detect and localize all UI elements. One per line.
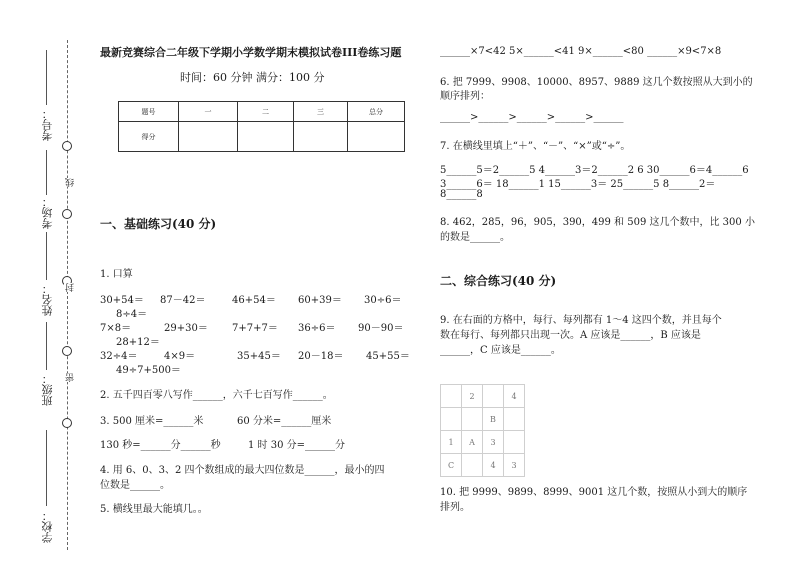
- grid-row: [441, 385, 525, 408]
- binding-circle: [62, 141, 72, 151]
- question-6-line-1: 6. 把 7999、9908、10000、8957、9889 这几个数按照从大到小的: [440, 77, 753, 88]
- question-8-line-2: 的数是______。: [440, 232, 510, 243]
- question-3a-right: 60 分米=______厘米: [237, 416, 332, 427]
- score-table-header: 二: [238, 102, 294, 122]
- question-4-line-2: 位数是______。: [100, 480, 170, 491]
- binding-label-school: 学校：: [41, 510, 54, 543]
- mental-math-item: 32÷4＝: [100, 351, 138, 362]
- grid-cell: 4: [483, 454, 504, 477]
- binding-label-class: 班级：: [41, 373, 54, 406]
- mental-math-item: 35+45＝: [237, 351, 281, 362]
- mental-math-item: 46+54＝: [232, 295, 276, 306]
- binding-circle: [62, 418, 72, 428]
- score-table-row: [119, 122, 405, 152]
- score-cell[interactable]: [179, 122, 238, 152]
- grid-cell: C: [441, 454, 462, 477]
- binding-label-exam-number: 考号：: [41, 108, 54, 141]
- question-10-line-2: 排列。: [440, 502, 470, 513]
- grid-cell: [462, 408, 483, 431]
- mental-math-item: 90－90＝: [358, 323, 404, 334]
- mental-math-item: 30+54＝: [100, 295, 144, 306]
- binding-line: [46, 322, 47, 370]
- grid-cell: 1: [441, 431, 462, 454]
- question-5-continued: ______×7<42 5×______<41 9×______<80 ______×9<7×8: [440, 46, 722, 57]
- binding-label-exam-room: 考场：: [41, 196, 54, 229]
- mental-math-item: 7+7+7＝: [232, 323, 278, 334]
- grid-cell: [462, 454, 483, 477]
- question-7-line: 8______8: [440, 189, 483, 200]
- question-2: 2. 五千四百零八写作______，六千七百写作______。: [100, 390, 333, 401]
- grid-cell: [483, 385, 504, 408]
- question-9-line-1: 9. 在右面的方格中，每行、每列都有 1～4 这四个数，并且每个: [440, 315, 722, 326]
- mental-math-item: 87－42＝: [160, 295, 206, 306]
- score-table-header: 题号: [119, 102, 179, 122]
- question-6-line-2: 顺序排列：: [440, 91, 490, 102]
- section-1-title: 一、基础练习(40 分): [100, 217, 217, 231]
- mental-math-item: 20－18＝: [298, 351, 344, 362]
- score-row-label: 得分: [119, 122, 179, 152]
- grid-cell: [441, 408, 462, 431]
- question-1-label: 1. 口算: [100, 269, 133, 280]
- mental-math-item: 29+30＝: [164, 323, 208, 334]
- mental-math-item: 7×8＝: [100, 323, 132, 334]
- grid-cell: 4: [504, 385, 525, 408]
- grid-cell: [504, 431, 525, 454]
- grid-cell: A: [462, 431, 483, 454]
- question-10-line-1: 10. 把 9999、9899、8999、9001 这几个数，按照从小到大的顺序: [440, 487, 748, 498]
- binding-circle: [62, 209, 72, 219]
- mental-math-item: 45+55＝: [366, 351, 410, 362]
- mental-math-item: 28+12＝: [116, 337, 160, 348]
- section-2-title: 二、综合练习(40 分): [440, 274, 557, 288]
- binding-label-name: 姓名：: [41, 283, 54, 316]
- question-9-line-3: ______，C 应该是______。: [440, 345, 561, 356]
- mental-math-item: 30÷6＝: [364, 295, 402, 306]
- question-9-line-2: 数在每行、每列都只出现一次。A 应该是______，B 应该是: [440, 330, 701, 341]
- score-cell[interactable]: [238, 122, 294, 152]
- score-table-header: 总分: [348, 102, 405, 122]
- question-7: 7. 在横线里填上“＋”、“－”、“×”或“÷”。: [440, 141, 631, 152]
- mental-math-item: 4×9＝: [164, 351, 196, 362]
- question-6-order-blanks: ______>______>______>______>______: [440, 112, 624, 123]
- exam-time-info: 时间：60 分钟 满分：100 分: [180, 71, 325, 84]
- question-7-line: 5______5＝2______5 4______3＝2______2 6 30______6＝4______6: [440, 165, 749, 176]
- question-5: 5. 横线里最大能填几。。: [100, 504, 208, 515]
- question-8-line-1: 8. 462，285，96，905，390，499 和 509 这几个数中，比 300 小: [440, 217, 755, 228]
- mental-math-item: 49÷7+500＝: [116, 365, 181, 376]
- mental-math-item: 8÷4＝: [116, 309, 148, 320]
- latin-square-grid: [440, 384, 525, 477]
- score-table-header: 一: [179, 102, 238, 122]
- grid-cell: [441, 385, 462, 408]
- binding-line: [46, 430, 47, 506]
- grid-row: [441, 454, 525, 477]
- score-table-header: 三: [294, 102, 348, 122]
- binding-circle: [62, 346, 72, 356]
- binding-marker-line: 线: [66, 178, 76, 187]
- grid-cell: B: [483, 408, 504, 431]
- binding-marker-seal: 封: [66, 283, 76, 292]
- mental-math-item: 36÷6＝: [298, 323, 336, 334]
- score-table: [118, 101, 405, 152]
- binding-line: [46, 150, 47, 195]
- page-title: 最新竞赛综合二年级下学期小学数学期末模拟试卷III卷练习题: [100, 46, 402, 59]
- binding-marker-secret: 密: [66, 373, 76, 382]
- question-3b-left: 130 秒=______分______秒: [100, 440, 221, 451]
- mental-math-item: 60+39＝: [298, 295, 342, 306]
- binding-line: [46, 232, 47, 280]
- grid-row: [441, 431, 525, 454]
- grid-cell: 3: [483, 431, 504, 454]
- question-3a-left: 3. 500 厘米=______米: [100, 416, 204, 427]
- grid-cell: [504, 408, 525, 431]
- score-cell[interactable]: [294, 122, 348, 152]
- binding-dash-line: [67, 40, 68, 550]
- question-3b-right: 1 时 30 分=______分: [248, 440, 346, 451]
- score-cell[interactable]: [348, 122, 405, 152]
- grid-cell: 2: [462, 385, 483, 408]
- grid-row: [441, 408, 525, 431]
- question-7-line: 3______6＝ 18______1 15______3＝ 25______5 8______2＝: [440, 179, 716, 190]
- score-table-header-row: [119, 102, 405, 122]
- grid-cell: 3: [504, 454, 525, 477]
- question-4-line-1: 4. 用 6、0、3、2 四个数组成的最大四位数是______，最小的四: [100, 465, 385, 476]
- binding-line: [46, 50, 47, 105]
